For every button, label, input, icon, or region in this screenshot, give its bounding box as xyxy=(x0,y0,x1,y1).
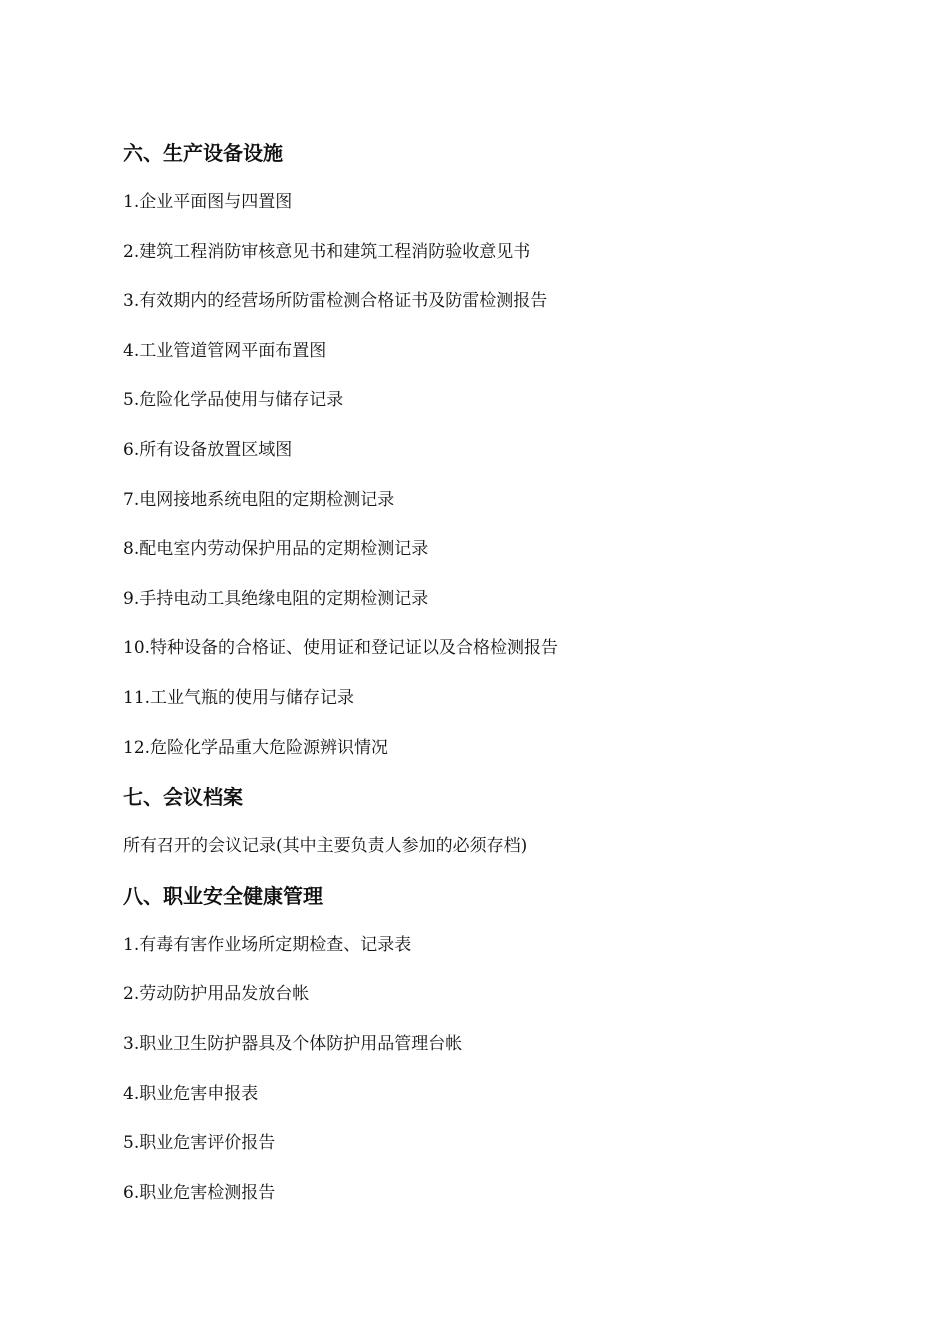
section-meeting-archives xyxy=(123,780,843,864)
list-item: 7.电网接地系统电阻的定期检测记录 xyxy=(123,489,395,510)
list-item: 2.劳动防护用品发放台帐 xyxy=(123,984,310,1005)
list-item: 8.配电室内劳动保护用品的定期检测记录 xyxy=(123,539,429,560)
list-item: 10.特种设备的合格证、使用证和登记证以及合格检测报告 xyxy=(123,638,559,659)
section-heading: 八、职业安全健康管理 xyxy=(123,883,323,908)
list-item: 1.有毒有害作业场所定期检查、记录表 xyxy=(123,934,412,955)
list-item: 11.工业气瓶的使用与储存记录 xyxy=(123,687,355,708)
section-heading: 六、生产设备设施 xyxy=(123,141,283,165)
list-item: 6.职业危害检测报告 xyxy=(123,1182,276,1203)
section-production-equipment xyxy=(123,136,843,766)
list-item: 12.危险化学品重大危险源辨识情况 xyxy=(123,737,389,758)
list-item: 1.企业平面图与四置图 xyxy=(123,192,293,212)
list-item: 4.职业危害申报表 xyxy=(123,1083,259,1104)
list-item: 3.有效期内的经营场所防雷检测合格证书及防雷检测报告 xyxy=(123,291,548,312)
document-body xyxy=(123,136,843,1225)
list-item: 5.职业危害评价报告 xyxy=(123,1133,276,1154)
list-item: 3.职业卫生防护器具及个体防护用品管理台帐 xyxy=(123,1033,463,1054)
list-item: 9.手持电动工具绝缘电阻的定期检测记录 xyxy=(123,588,429,609)
list-item: 5.危险化学品使用与储存记录 xyxy=(123,390,344,411)
section-heading: 七、会议档案 xyxy=(123,785,243,810)
list-item: 所有召开的会议记录(其中主要负责人参加的必须存档) xyxy=(123,836,528,857)
list-item: 6.所有设备放置区域图 xyxy=(123,439,293,460)
list-item: 2.建筑工程消防审核意见书和建筑工程消防验收意见书 xyxy=(123,241,531,262)
section-occupational-safety xyxy=(123,879,843,1211)
list-item: 4.工业管道管网平面布置图 xyxy=(123,340,327,361)
